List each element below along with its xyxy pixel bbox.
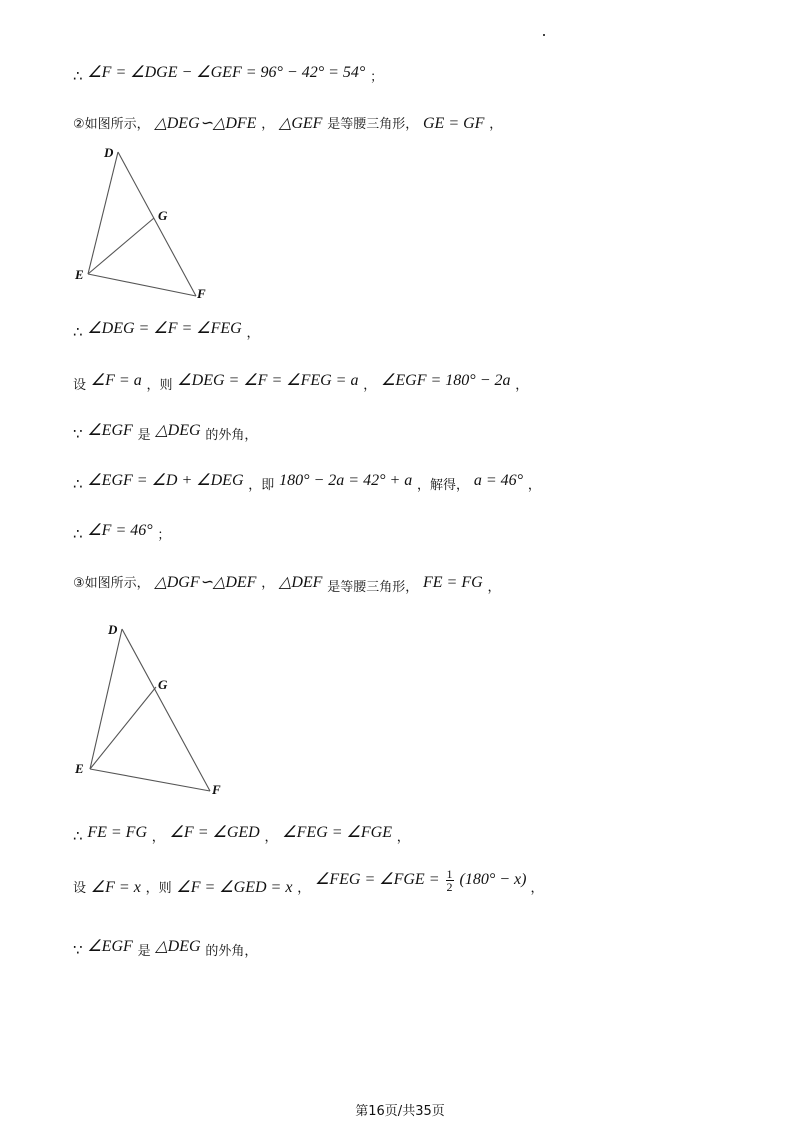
equation: FE = FG <box>423 574 483 591</box>
punctuation: ， <box>396 830 410 845</box>
text: ，即 <box>248 478 275 493</box>
label-d: D <box>104 145 114 160</box>
line-7 <box>73 520 171 543</box>
equation: △DEG <box>155 422 201 439</box>
equation: ∠F = ∠GED = x <box>176 879 293 897</box>
equation: ∠EGF = ∠D + ∠DEG <box>87 472 244 489</box>
edge-df <box>118 152 196 296</box>
equation: ∠EGF <box>87 938 133 955</box>
punctuation: ； <box>370 70 384 85</box>
text: ③如图所示， <box>73 576 150 591</box>
fraction-half <box>446 868 454 893</box>
stray-dot <box>543 34 545 36</box>
equation: ∠FEG = ∠FGE <box>282 824 392 841</box>
punctuation: ， <box>261 576 275 591</box>
text: 是 <box>137 428 151 443</box>
line-10 <box>73 867 544 901</box>
label-g: G <box>158 677 168 692</box>
equation: ∠F = ∠GED <box>169 824 260 841</box>
equation: ∠F = a <box>90 372 142 389</box>
line-8 <box>73 572 501 595</box>
edge-df <box>122 629 210 791</box>
text: ，则 <box>145 881 172 897</box>
punctuation: ， <box>527 478 541 493</box>
equation: ∠EGF = 180° − 2a <box>381 372 511 389</box>
label-e: E <box>75 761 84 776</box>
punctuation: ， <box>261 117 275 132</box>
triangle-figure-2 <box>70 615 240 805</box>
line-3 <box>73 318 260 341</box>
punctuation: ， <box>487 580 501 595</box>
therefore-symbol: ∴ <box>73 67 83 85</box>
text: 的外角， <box>205 944 258 959</box>
line-4 <box>73 370 529 393</box>
therefore-symbol: ∴ <box>73 475 83 493</box>
equation: 180° − 2a = 42° + a <box>279 472 413 489</box>
text: 设 <box>73 378 87 393</box>
label-d: D <box>108 622 118 637</box>
equation: △DEG <box>155 938 201 955</box>
equation: ∠DEG = ∠F = ∠FEG = a <box>177 372 359 389</box>
punctuation: ； <box>157 528 171 543</box>
because-symbol: ∵ <box>73 425 83 443</box>
line-11 <box>73 936 258 959</box>
label-f: F <box>197 286 206 301</box>
equation-rhs: (180° − x) <box>459 871 527 889</box>
therefore-symbol: ∴ <box>73 323 83 341</box>
therefore-symbol: ∴ <box>73 525 83 543</box>
equation: ∠DEG = ∠F = ∠FEG <box>87 320 242 337</box>
fraction-denominator: 2 <box>446 880 453 894</box>
equation: ∠F = x <box>90 879 141 897</box>
line-1 <box>73 62 384 85</box>
text: ，解得， <box>417 478 470 493</box>
line-9 <box>73 822 410 845</box>
punctuation: ， <box>246 326 260 341</box>
triangle-figure-1 <box>70 140 230 310</box>
edge-de <box>88 152 118 274</box>
equation: △DGF∽△DEF <box>154 574 257 591</box>
because-symbol: ∵ <box>73 941 83 959</box>
punctuation: ， <box>530 881 544 897</box>
edge-ef <box>90 769 210 791</box>
punctuation: ， <box>297 881 311 897</box>
fraction-numerator: 1 <box>446 867 453 881</box>
text: 设 <box>73 881 87 897</box>
label-e: E <box>75 267 84 282</box>
equation: ∠EGF <box>87 422 133 439</box>
equation: △GEF <box>279 115 323 132</box>
equation: FE = FG <box>87 824 147 841</box>
page-footer: 第16页/共35页 <box>355 1104 445 1119</box>
edge-de <box>90 629 122 769</box>
text: 是 <box>137 944 151 959</box>
label-f: F <box>212 782 221 797</box>
equation: GE = GF <box>423 115 485 132</box>
edge-eg <box>88 218 154 274</box>
line-2 <box>73 113 502 133</box>
text: ②如图所示， <box>73 117 150 132</box>
text: 是等腰三角形， <box>327 580 419 595</box>
therefore-symbol: ∴ <box>73 827 83 845</box>
equation: ∠F = ∠DGE − ∠GEF = 96° − 42° = 54° <box>87 64 366 81</box>
label-g: G <box>158 208 168 223</box>
equation: △DEF <box>279 574 323 591</box>
equation: △DEG∽△DFE <box>154 115 257 132</box>
equation-lhs: ∠FEG = ∠FGE = <box>315 871 440 889</box>
punctuation: ， <box>515 378 529 393</box>
text: 的外角， <box>205 428 258 443</box>
equation: ∠F = 46° <box>87 522 153 539</box>
line-6 <box>73 470 541 493</box>
equation <box>315 867 530 894</box>
equation: a = 46° <box>473 472 524 489</box>
punctuation: ， <box>489 117 503 132</box>
punctuation: ， <box>151 830 165 845</box>
punctuation: ， <box>363 378 377 393</box>
line-5 <box>73 420 258 443</box>
punctuation: ， <box>264 830 278 845</box>
edge-ef <box>88 274 196 296</box>
text: 是等腰三角形， <box>327 117 419 132</box>
text: ，则 <box>146 378 173 393</box>
